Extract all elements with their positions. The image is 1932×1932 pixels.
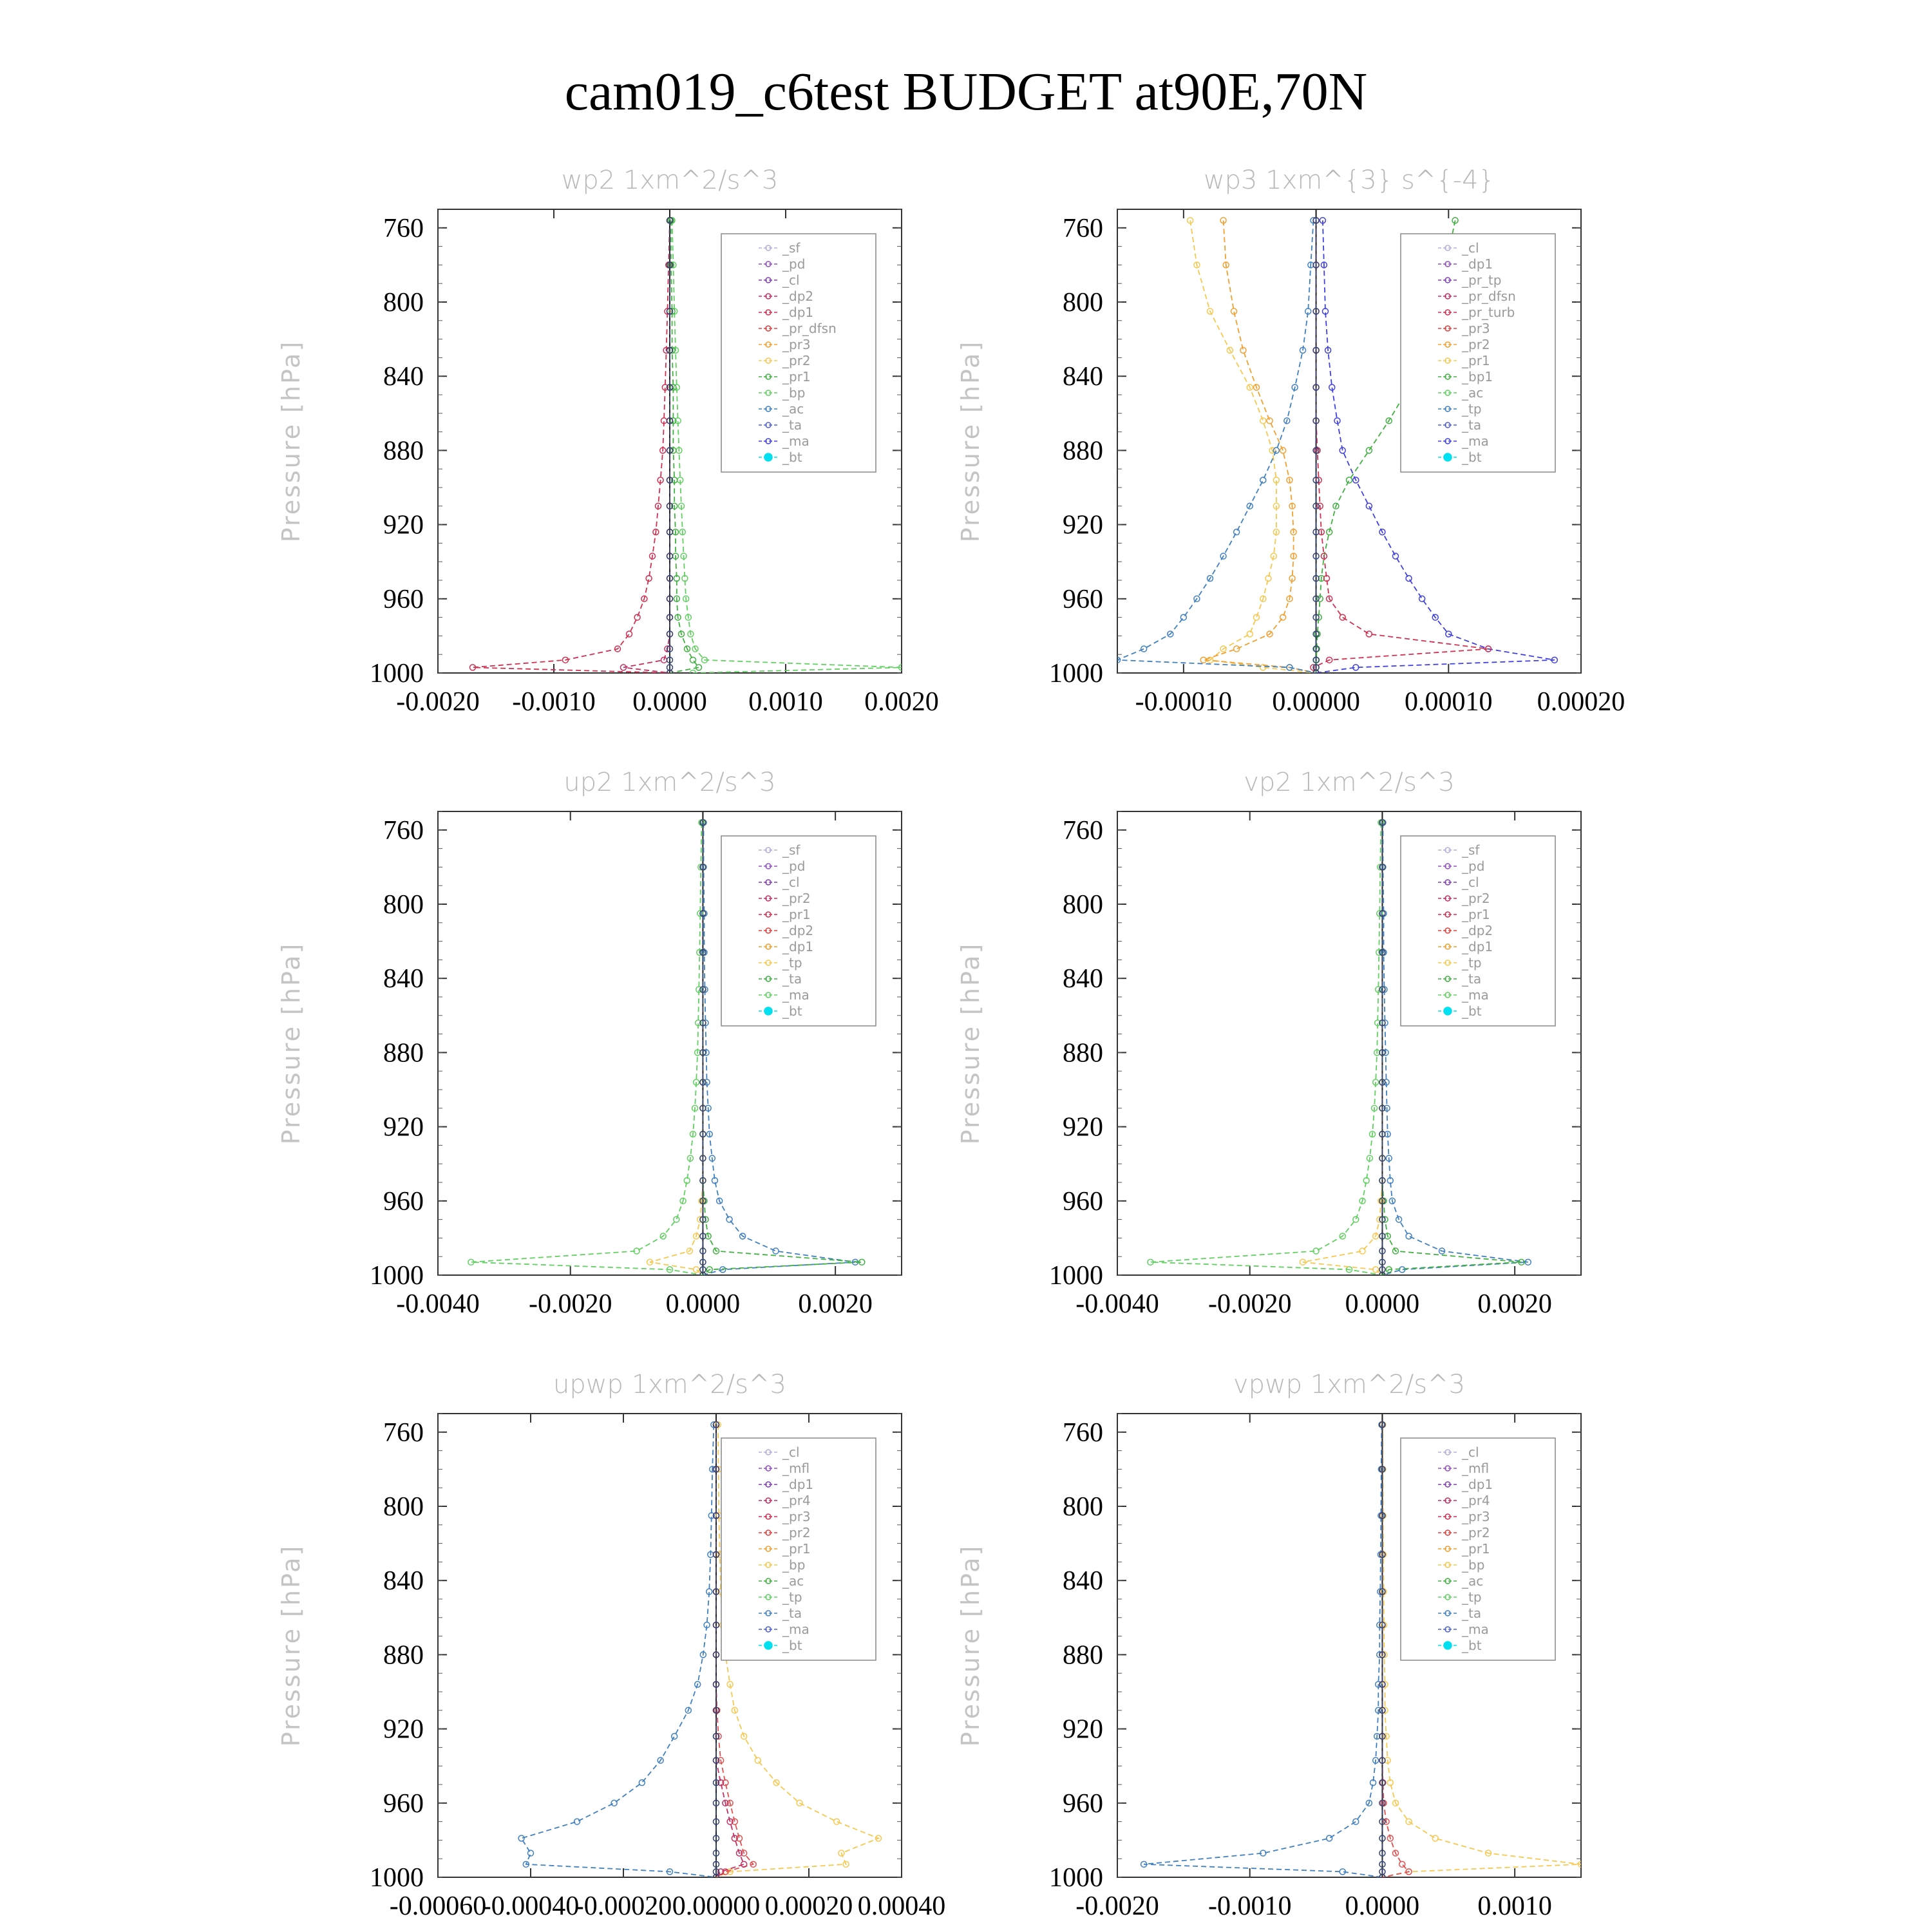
legend-label: _cl (782, 272, 800, 288)
legend-label: _cl (782, 875, 800, 890)
legend-label: _pr1 (782, 369, 811, 384)
x-tick-label: 0.0000 (1345, 1289, 1420, 1319)
series-point (1234, 529, 1240, 535)
y-tick-label: 800 (1063, 890, 1103, 920)
series-point (1180, 614, 1186, 620)
y-tick-label: 1000 (1049, 1261, 1103, 1291)
x-tick-label: -0.0010 (512, 687, 596, 717)
legend-label: _ta (782, 971, 802, 987)
series-point (1267, 418, 1273, 424)
y-tick-label: 760 (1063, 1417, 1103, 1448)
legend-label: _pr_turb (1462, 305, 1515, 320)
y-tick-label: 960 (383, 1186, 424, 1217)
x-tick-label: 0.0000 (632, 687, 707, 717)
legend-label: _bt (1462, 1638, 1482, 1653)
legend-marker (1444, 1007, 1452, 1015)
series-line-ac (1117, 220, 1316, 673)
series-point (1432, 1835, 1438, 1841)
legend-label: _ta (782, 1605, 802, 1621)
legend-label: _dp1 (782, 939, 814, 954)
legend-label: _ta (1462, 417, 1482, 433)
y-tick-label: 880 (383, 1640, 424, 1671)
y-tick-label: 920 (383, 1714, 424, 1745)
series-point (672, 1734, 677, 1739)
legend-label: _pr2 (782, 891, 811, 906)
series-point (1353, 1217, 1359, 1222)
legend-label: _ac (782, 401, 804, 417)
legend-label: _bp (1462, 1557, 1485, 1573)
x-tick-label: 0.00040 (857, 1891, 946, 1921)
x-tick-label: 0.0010 (748, 687, 823, 717)
y-tick-label: 1000 (370, 659, 424, 688)
y-axis-label: Pressure [hPa] (956, 942, 985, 1145)
series-point (1406, 1233, 1412, 1239)
series-point (1247, 631, 1253, 637)
legend-label: _ac (782, 1573, 804, 1589)
legend-label: _pr2 (1462, 1525, 1490, 1540)
y-tick-label: 920 (383, 510, 424, 540)
series-point (1260, 477, 1266, 483)
x-tick-label: 0.00010 (1405, 687, 1493, 717)
y-tick-label: 800 (383, 1492, 424, 1522)
x-tick-label: -0.00060 (389, 1891, 487, 1921)
series-line-dp1 (473, 220, 670, 673)
series-line-tp (522, 1425, 716, 1877)
y-tick-label: 880 (1063, 436, 1103, 466)
series-line-pr3 (1204, 220, 1316, 673)
series-point (1254, 614, 1260, 620)
y-axis-label: Pressure [hPa] (277, 339, 305, 543)
legend-label: _ma (782, 433, 810, 449)
legend-label: _ma (782, 1622, 810, 1637)
series-point (1260, 418, 1266, 424)
legend-label: _tp (1462, 955, 1482, 971)
y-tick-label: 960 (383, 584, 424, 614)
panel-title: vp2 1xm^2/s^3 (1244, 768, 1455, 797)
y-tick-label: 920 (1063, 1714, 1103, 1745)
panel-6 (956, 1370, 1584, 1921)
legend-label: _ma (1462, 1622, 1489, 1637)
legend-label: _tp (1462, 1589, 1482, 1605)
series-point (694, 1267, 699, 1273)
series-point (1353, 1819, 1359, 1824)
x-tick-label: -0.0040 (396, 1289, 480, 1319)
series-point (639, 1780, 645, 1786)
x-tick-label: -0.0040 (1075, 1289, 1159, 1319)
legend-label: _tp (782, 955, 802, 971)
series-point (518, 1835, 524, 1841)
legend-label: _cl (1462, 240, 1479, 256)
legend-label: _ma (782, 987, 810, 1003)
series-line-pr1 (1150, 822, 1382, 1275)
x-tick-label: -0.0020 (1208, 1289, 1292, 1319)
panel-1 (277, 166, 939, 717)
legend-label: _pr1 (1462, 907, 1490, 922)
y-tick-label: 760 (383, 815, 424, 846)
panel-5 (277, 1370, 945, 1921)
legend-label: _cl (1462, 1444, 1479, 1460)
legend-label: _pr3 (1462, 321, 1490, 336)
legend-label: _pd (782, 256, 806, 272)
panel-title: up2 1xm^2/s^3 (564, 768, 776, 797)
series-point (627, 631, 632, 637)
series-point (1340, 614, 1345, 620)
series-point (1234, 646, 1240, 652)
legend-label: _dp1 (782, 305, 814, 320)
y-tick-label: 960 (1063, 1186, 1103, 1217)
legend-label: _sf (1462, 842, 1480, 858)
legend-label: _cl (1462, 875, 1479, 890)
legend-label: _pr_tp (1462, 272, 1502, 288)
legend-marker (1444, 453, 1452, 461)
legend-label: _pr2 (1462, 337, 1490, 352)
legend-label: _ma (1462, 433, 1489, 449)
panel-title: wp2 1xm^2/s^3 (561, 166, 779, 195)
x-tick-label: 0.0000 (1345, 1891, 1420, 1921)
legend-label: _ta (1462, 971, 1482, 987)
x-tick-label: -0.0020 (528, 1289, 612, 1319)
x-tick-label: 0.00000 (1272, 687, 1360, 717)
x-tick-label: -0.00020 (574, 1891, 672, 1921)
y-tick-label: 800 (1063, 1492, 1103, 1522)
legend-label: _tp (782, 1589, 802, 1605)
series-point (1366, 631, 1372, 637)
series-line-pr2 (650, 822, 703, 1275)
legend-label: _dp1 (1462, 939, 1493, 954)
series-point (1399, 1861, 1405, 1867)
y-axis-label: Pressure [hPa] (277, 1544, 305, 1747)
legend-marker (1444, 1642, 1452, 1649)
series-point (634, 614, 640, 620)
legend-label: _sf (782, 240, 800, 256)
y-tick-label: 1000 (1049, 1863, 1103, 1893)
legend-label: _dp2 (1462, 923, 1493, 938)
series-point (690, 657, 696, 663)
y-axis-label: Pressure [hPa] (956, 1544, 985, 1747)
legend-label: _bt (782, 1638, 802, 1653)
y-tick-label: 840 (1063, 964, 1103, 994)
series-line-pr2 (1303, 822, 1382, 1275)
legend-label: _pr4 (782, 1493, 811, 1508)
series-point (611, 1800, 617, 1806)
legend-label: _pr2 (1462, 891, 1490, 906)
legend-label: _bp (782, 1557, 806, 1573)
legend-label: _pr_dfsn (782, 321, 837, 336)
legend-label: _pd (1462, 858, 1485, 874)
y-tick-label: 1000 (370, 1261, 424, 1291)
y-tick-label: 960 (383, 1788, 424, 1819)
legend-label: _pr3 (782, 337, 811, 352)
panel-title: upwp 1xm^2/s^3 (553, 1370, 786, 1399)
panels (277, 166, 1625, 1921)
y-tick-label: 880 (383, 436, 424, 466)
legend-label: _bt (1462, 450, 1482, 465)
legend-label: _pr1 (782, 1541, 811, 1557)
legend-label: _pd (782, 858, 806, 874)
legend-label: _pr3 (782, 1509, 811, 1524)
legend-label: _pr3 (1462, 1509, 1490, 1524)
y-tick-label: 840 (1063, 1566, 1103, 1596)
x-tick-label: -0.0020 (1075, 1891, 1159, 1921)
panel-4 (956, 768, 1581, 1319)
legend-label: _pr4 (1462, 1493, 1490, 1508)
series-point (726, 1217, 732, 1222)
panel-3 (277, 768, 902, 1319)
x-tick-label: 0.00000 (672, 1891, 761, 1921)
series-point (773, 1248, 779, 1254)
series-line-tp (1144, 1425, 1382, 1877)
legend-label: _bp1 (1462, 369, 1493, 384)
y-tick-label: 800 (383, 288, 424, 317)
legend-label: _ac (1462, 385, 1484, 401)
legend-label: _dp2 (782, 923, 814, 938)
series-point (1366, 448, 1372, 453)
legend-label: _dp1 (1462, 1477, 1493, 1492)
series-point (674, 1217, 679, 1222)
y-tick-label: 840 (383, 362, 424, 392)
y-tick-label: 880 (383, 1038, 424, 1068)
x-tick-label: -0.0010 (1208, 1891, 1292, 1921)
legend-label: _dp1 (1462, 256, 1493, 272)
series-point (1366, 503, 1372, 509)
series-point (528, 1850, 534, 1856)
x-tick-label: 0.00020 (764, 1891, 853, 1921)
y-tick-label: 760 (383, 1417, 424, 1448)
series-point (1327, 1835, 1332, 1841)
y-tick-label: 920 (383, 1112, 424, 1142)
y-tick-label: 840 (1063, 362, 1103, 392)
series-point (1347, 477, 1352, 483)
legend-label: _mfl (782, 1461, 810, 1476)
series-point (1141, 646, 1147, 652)
series-point (1419, 596, 1425, 601)
y-tick-label: 840 (383, 1566, 424, 1596)
legend-label: _ta (1462, 1605, 1482, 1621)
series-point (1280, 614, 1286, 620)
legend-label: _pr1 (1462, 1541, 1490, 1557)
legend-label: _pr_dfsn (1462, 289, 1516, 304)
series-point (1273, 448, 1279, 453)
y-tick-label: 880 (1063, 1640, 1103, 1671)
legend-label: _ta (782, 417, 802, 433)
series-line-pr1 (471, 822, 703, 1275)
y-tick-label: 840 (383, 964, 424, 994)
panel-2 (956, 166, 1625, 717)
y-tick-label: 920 (1063, 1112, 1103, 1142)
panel-title: wp3 1xm^{3} s^{-4} (1203, 166, 1495, 195)
y-tick-label: 800 (1063, 288, 1103, 317)
legend-label: _mfl (1462, 1461, 1490, 1476)
y-tick-label: 1000 (1049, 659, 1103, 688)
legend-label: _pr1 (782, 907, 811, 922)
x-tick-label: 0.0020 (1477, 1289, 1552, 1319)
y-axis-label: Pressure [hPa] (956, 339, 985, 543)
legend-marker (764, 1007, 772, 1015)
legend-label: _bt (782, 450, 802, 465)
series-point (1406, 576, 1412, 582)
x-tick-label: 0.0020 (798, 1289, 873, 1319)
legend-label: _dp2 (782, 289, 814, 304)
y-tick-label: 1000 (370, 1863, 424, 1893)
y-tick-label: 760 (1063, 213, 1103, 243)
legend-label: _pr1 (1462, 353, 1490, 368)
legend-label: _ac (1462, 1573, 1484, 1589)
y-tick-label: 960 (1063, 584, 1103, 614)
x-tick-label: 0.0020 (864, 687, 939, 717)
series-point (834, 1819, 840, 1824)
x-tick-label: -0.00010 (1135, 687, 1233, 717)
legend-label: _pr2 (782, 1525, 811, 1540)
legend-label: _bp (782, 385, 806, 401)
x-tick-label: -0.0020 (396, 687, 480, 717)
legend-label: _bt (1462, 1003, 1482, 1019)
legend-label: _sf (782, 842, 800, 858)
x-tick-label: 0.0000 (665, 1289, 741, 1319)
legend-label: _pr2 (782, 353, 811, 368)
legend-marker (764, 453, 772, 461)
x-tick-label: -0.00040 (482, 1891, 580, 1921)
y-tick-label: 800 (383, 890, 424, 920)
y-tick-label: 760 (383, 213, 424, 243)
x-tick-label: 0.0010 (1477, 1891, 1552, 1921)
legend-label: _ma (1462, 987, 1489, 1003)
series-point (755, 1757, 761, 1763)
figure-title: cam019_c6test BUDGET at90E,70N (564, 62, 1368, 122)
legend-label: _tp (1462, 401, 1482, 417)
y-tick-label: 760 (1063, 815, 1103, 846)
x-tick-label: 0.00020 (1537, 687, 1625, 717)
legend-label: _dp1 (782, 1477, 814, 1492)
series-point (1393, 553, 1399, 559)
y-axis-label: Pressure [hPa] (277, 942, 305, 1145)
panel-title: vpwp 1xm^2/s^3 (1233, 1370, 1466, 1399)
y-tick-label: 920 (1063, 510, 1103, 540)
legend-marker (764, 1642, 772, 1649)
y-tick-label: 960 (1063, 1788, 1103, 1819)
series-line-pr2 (1190, 220, 1316, 673)
y-tick-label: 880 (1063, 1038, 1103, 1068)
legend-label: _bt (782, 1003, 802, 1019)
legend-label: _cl (782, 1444, 800, 1460)
series-point (574, 1819, 580, 1824)
